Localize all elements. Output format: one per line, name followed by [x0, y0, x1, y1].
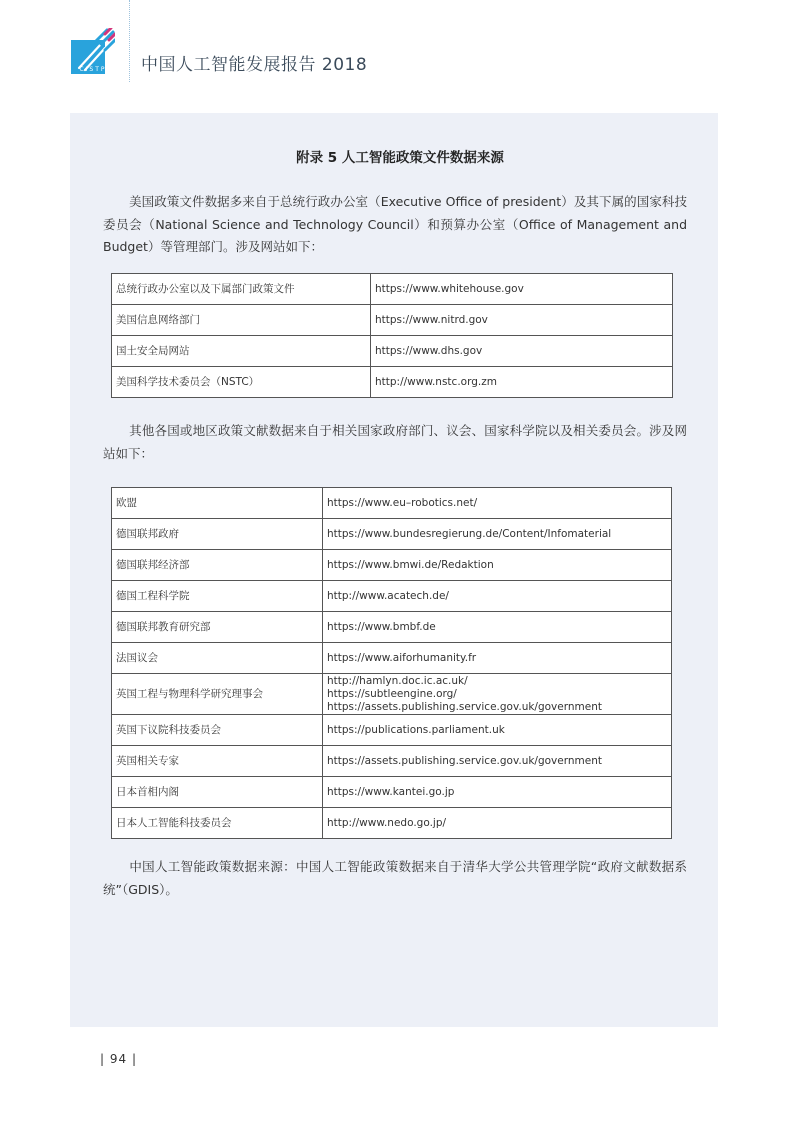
table-row	[112, 777, 672, 808]
source-name: 国土安全局网站	[112, 336, 371, 367]
source-url[interactable]: http://www.nedo.go.jp/	[323, 808, 672, 839]
table-row	[112, 274, 673, 305]
source-url[interactable]: https://www.dhs.gov	[371, 336, 673, 367]
table-row	[112, 488, 672, 519]
other-sources-table	[111, 487, 672, 839]
table-row	[112, 581, 672, 612]
source-url[interactable]: http://www.acatech.de/	[323, 581, 672, 612]
source-url[interactable]: https://subtleengine.org/	[327, 687, 457, 700]
source-url[interactable]: https://www.nitrd.gov	[371, 305, 673, 336]
source-name: 总统行政办公室以及下属部门政策文件	[112, 274, 371, 305]
source-url[interactable]: https://www.bmwi.de/Redaktion	[323, 550, 672, 581]
source-name: 德国联邦政府	[112, 519, 323, 550]
source-url[interactable]: https://assets.publishing.service.gov.uk/government	[327, 700, 602, 713]
source-url[interactable]: https://www.bmbf.de	[323, 612, 672, 643]
source-name: 美国科学技术委员会（NSTC）	[112, 367, 371, 398]
source-name: 德国工程科学院	[112, 581, 323, 612]
table-row	[112, 550, 672, 581]
page-number: | 94 |	[100, 1052, 137, 1066]
source-name: 英国相关专家	[112, 746, 323, 777]
source-url[interactable]: http://www.nstc.org.zm	[371, 367, 673, 398]
appendix-title: 附录 5 人工智能政策文件数据来源	[296, 150, 504, 166]
table-row	[112, 643, 672, 674]
table-row	[112, 612, 672, 643]
source-name: 英国下议院科技委员会	[112, 715, 323, 746]
source-name: 德国联邦经济部	[112, 550, 323, 581]
source-url[interactable]: https://assets.publishing.service.gov.uk/government	[323, 746, 672, 777]
table-row	[112, 674, 672, 715]
header-divider	[129, 0, 130, 82]
intro-text-other: 其他各国或地区政策文献数据来自于相关国家政府部门、议会、国家科学院以及相关委员会。涉及网站如下：	[103, 423, 687, 461]
table-row	[112, 808, 672, 839]
source-url[interactable]: https://www.kantei.go.jp	[323, 777, 672, 808]
source-url[interactable]: https://www.eu–robotics.net/	[323, 488, 672, 519]
table-row	[112, 367, 673, 398]
table-row	[112, 519, 672, 550]
source-name: 英国工程与物理科学研究理事会	[112, 674, 323, 715]
table-row	[112, 715, 672, 746]
source-name: 法国议会	[112, 643, 323, 674]
source-name: 美国信息网络部门	[112, 305, 371, 336]
closing-text: 中国人工智能政策数据来源：中国人工智能政策数据来自于清华大学公共管理学院“政府文献数据系统”（GDIS）。	[103, 859, 687, 897]
source-url[interactable]: https://www.aiforhumanity.fr	[323, 643, 672, 674]
intro-text-us: 美国政策文件数据多来自于总统行政办公室（Executive Office of president）及其下属的国家科技委员会（National Science and Technology Council）和预算办公室（Office of Management and Budget）等管理部门。涉及网站如下：	[103, 194, 687, 254]
intro-paragraph-us	[103, 191, 687, 259]
source-name: 德国联邦教育研究部	[112, 612, 323, 643]
source-url[interactable]: https://www.whitehouse.gov	[371, 274, 673, 305]
table-row	[112, 336, 673, 367]
logo-text: CISTP	[79, 66, 107, 73]
table-row	[112, 305, 673, 336]
table-row	[112, 746, 672, 777]
report-title: 中国人工智能发展报告 2018	[141, 55, 368, 75]
source-name: 日本首相内阁	[112, 777, 323, 808]
intro-paragraph-other	[103, 420, 687, 465]
source-url-list	[323, 674, 672, 715]
source-name: 欧盟	[112, 488, 323, 519]
source-name: 日本人工智能科技委员会	[112, 808, 323, 839]
closing-paragraph	[103, 856, 687, 901]
source-url[interactable]: https://publications.parliament.uk	[323, 715, 672, 746]
us-sources-table	[111, 273, 673, 398]
source-url[interactable]: http://hamlyn.doc.ic.ac.uk/	[327, 674, 468, 687]
source-url[interactable]: https://www.bundesregierung.de/Content/Infomaterial	[323, 519, 672, 550]
